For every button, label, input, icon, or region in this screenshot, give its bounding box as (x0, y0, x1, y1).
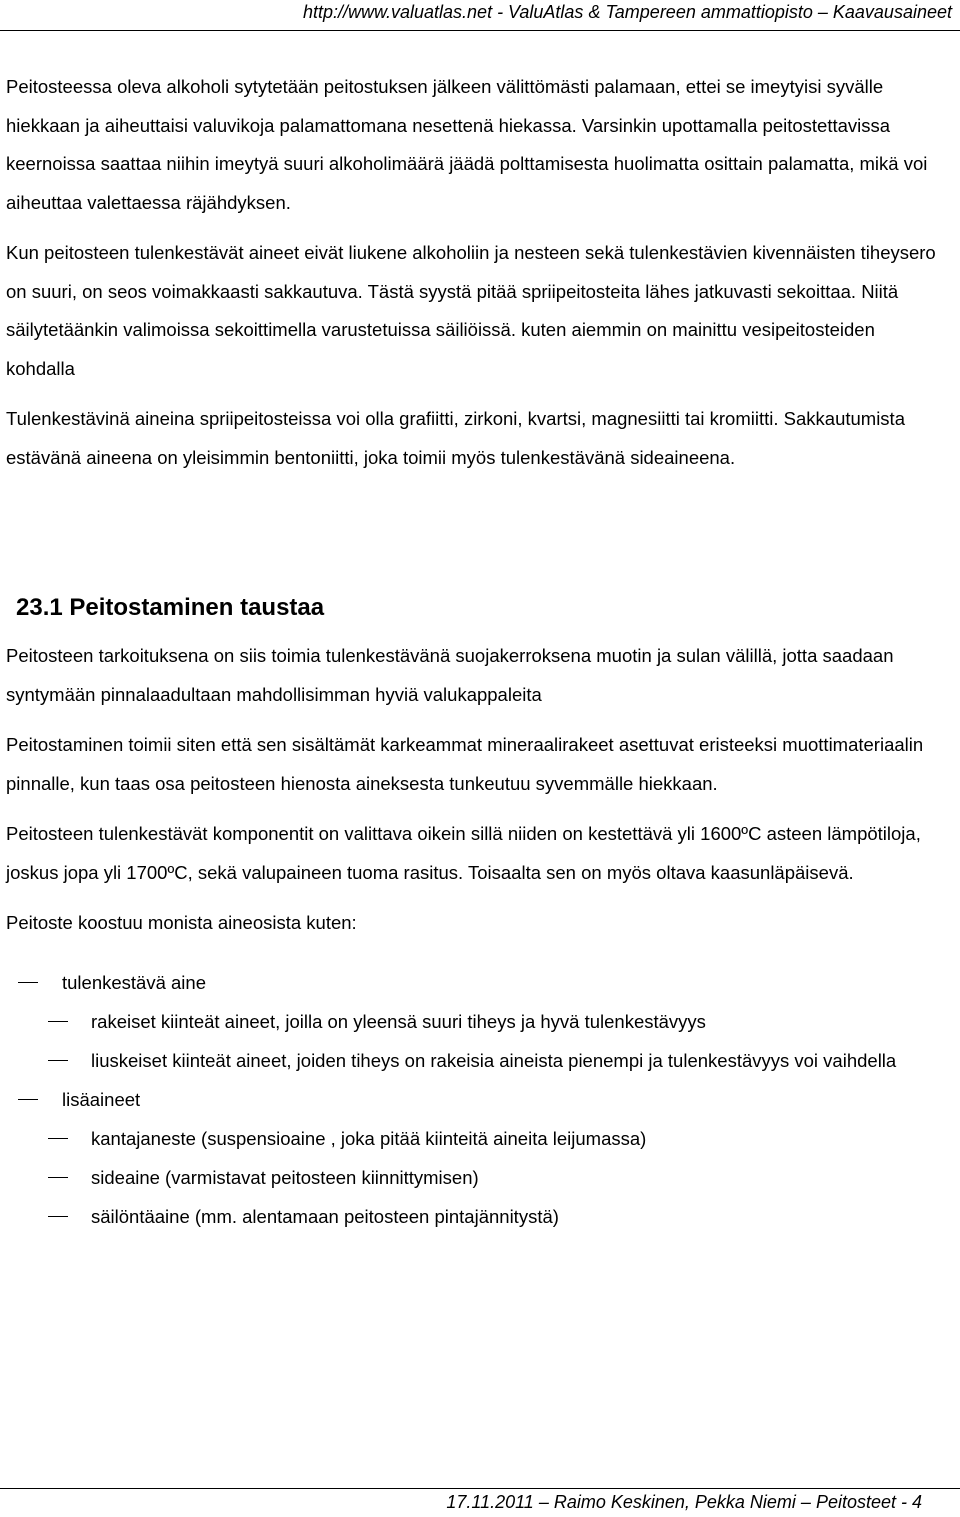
section-heading-wrapper (6, 589, 946, 627)
list-item: lisäaineet (6, 1080, 946, 1119)
list-item: kantajaneste (suspensioaine , joka pitää kiinteitä aineita leijumassa) (6, 1119, 946, 1158)
list-item: sideaine (varmistavat peitosteen kiinnittymisen) (6, 1158, 946, 1197)
document-body (6, 68, 946, 1236)
list-item: säilöntäaine (mm. alentamaan peitosteen pintajännitystä) (6, 1197, 946, 1236)
paragraph-temperature: Peitosteen tulenkestävät komponentit on valittava oikein sillä niiden on kestettävä yli 1600ºC asteen lämpötiloja, joskus jopa yli 1700ºC, sekä valupaineen tuoma rasitus. Toisaalta sen on myös oltava kaasunläpäisevä. (6, 823, 921, 883)
page-header: http://www.valuatlas.net - ValuAtlas & Tampereen ammattiopisto – Kaavausaineet (302, 2, 952, 22)
paragraph-components-intro: Peitoste koostuu monista aineosista kuten: (6, 912, 357, 933)
section-heading: 23.1 Peitostaminen taustaa (16, 594, 325, 621)
paragraph-purpose: Peitosteen tarkoituksena on siis toimia tulenkestävänä suojakerroksena muotin ja sulan välillä, jotta saadaan syntymään pinnalaadultaan mahdollisimman hyviä valukappaleita (6, 645, 894, 705)
page-footer: 17.11.2011 – Raimo Keskinen, Pekka Niemi – Peitosteet - 4 (446, 1492, 922, 1512)
header-divider (0, 30, 960, 31)
list-item: tulenkestävä aine (6, 963, 946, 1002)
list-item: rakeiset kiinteät aineet, joilla on yleensä suuri tiheys ja hyvä tulenkestävyys (6, 1002, 946, 1041)
paragraph-alcohol-ignition: Peitosteessa oleva alkoholi sytytetään peitostuksen jälkeen välittömästi palamaan, ettei se imeytyisi syvälle hiekkaan ja aiheuttaisi valuvikoja palamattomana nesettenä hiekassa. Varsinkin upottamalla peitostettavissa keernoissa saattaa niihin imeytyä suuri alkoholimäärä jäädä polttamisesta huolimatta osittain palamatta, mikä voi aiheuttaa valettaessa räjähdyksen. (6, 76, 928, 213)
paragraph-sedimentation: Kun peitosteen tulenkestävät aineet eivät liukene alkoholiin ja nesteen sekä tulenkestävien kivennäisten tiheysero on suuri, on seos voimakkaasti sakkautuva. Tästä syystä pitää spriipeitosteita lähes jatkuvasti sekoittaa. Niitä säilytetäänkin valimoissa sekoittimella varustetuissa säiliöissä. kuten aiemmin on mainittu vesipeitosteiden kohdalla (6, 242, 936, 379)
paragraph-refractory-materials: Tulenkestävinä aineina spriipeitosteissa voi olla grafiitti, zirkoni, kvartsi, magnesiitti tai kromiitti. Sakkautumista estävänä aineena on yleisimmin bentoniitti, joka toimii myös tulenkestävänä sideaineena. (6, 408, 905, 468)
list-item: liuskeiset kiinteät aineet, joiden tiheys on rakeisia aineista pienempi ja tulenkestävyys voi vaihdella (6, 1041, 946, 1080)
components-list (6, 963, 946, 1236)
footer-divider (0, 1488, 960, 1489)
paragraph-mechanism: Peitostaminen toimii siten että sen sisältämät karkeammat mineraalirakeet asettuvat eristeeksi muottimateriaalin pinnalle, kun taas osa peitosteen hienosta aineksesta tunkeutuu syvemmälle hiekkaan. (6, 734, 924, 794)
